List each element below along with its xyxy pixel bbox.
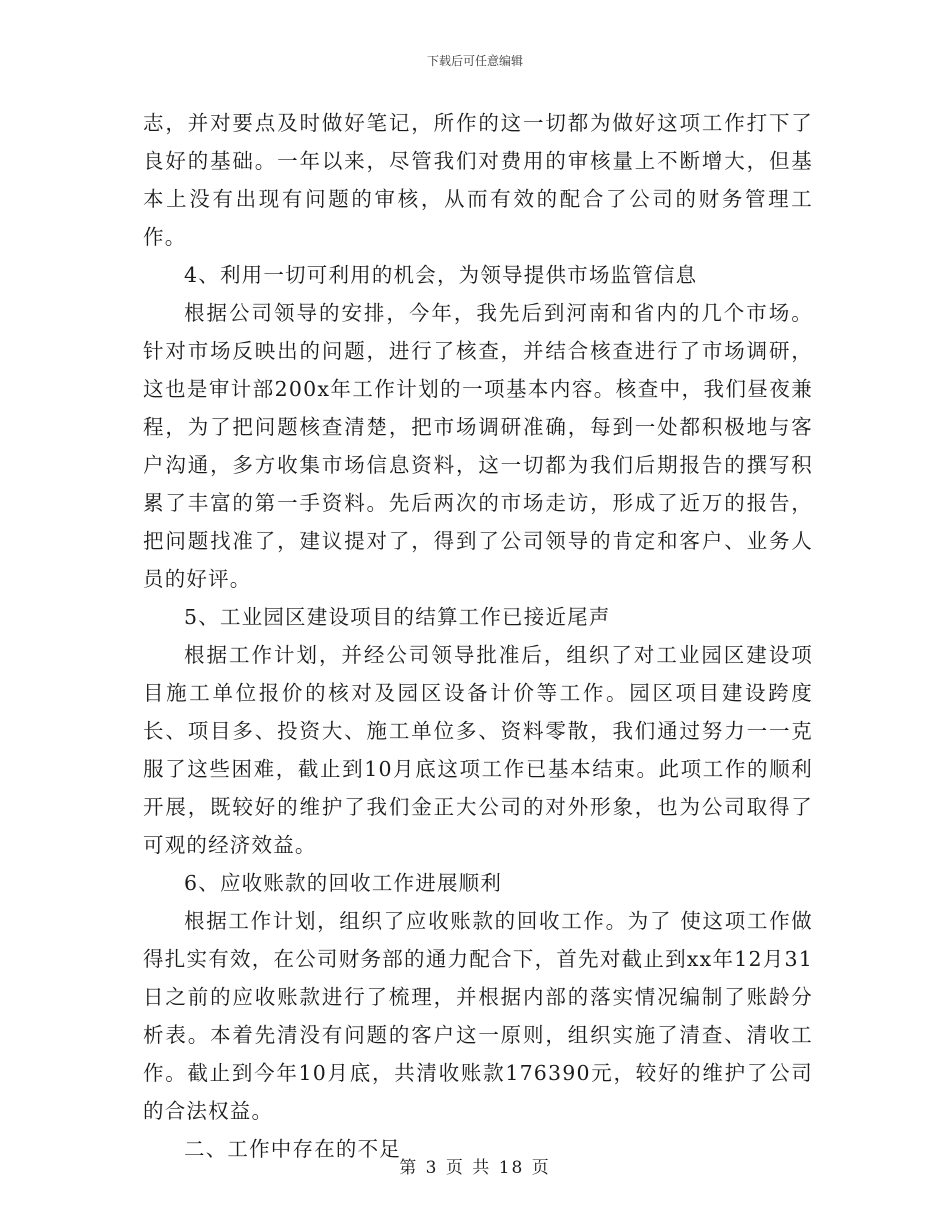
heading-section-2: 二、工作中存在的不足 [184,1137,401,1161]
heading-item-4: 4、利用一切可利用的机会，为领导提供市场监管信息 [184,263,698,287]
paragraph-industrial-park: 根据工作计划，并经公司领导批准后，组织了对工业园区建设项目施工单位报价的核对及园区设备计价等工作。园区项目建设跨度长、项目多、投资大、施工单位多、资料零散，我们通过努力一一克服了这些困难，截止到10月底这项工作已基本结束。此项工作的顺利开展，既较好的维护了我们金正大公司的对外形象，也为公司取得了可观的经济效益。 [143,643,813,857]
page-header: 下载后可任意编辑 [426,54,523,68]
heading-item-6: 6、应收账款的回收工作进展顺利 [184,871,503,895]
paragraph-1: 志，并对要点及时做好笔记，所作的这一切都为做好这项工作打下了良好的基础。一年以来，尽管我们对费用的审核量上不断增大，但基本上没有出现有问题的审核，从而有效的配合了公司的财务管理工作。 [143,111,813,249]
document-body [143,104,813,1168]
page-footer: 第 3 页 共 18 页 [399,1158,551,1178]
heading-item-5: 5、工业园区建设项目的结算工作已接近尾声 [184,605,611,629]
paragraph-market-survey: 根据公司领导的安排，今年，我先后到河南和省内的几个市场。针对市场反映出的问题，进行了核查，并结合核查进行了市场调研，这也是审计部200x年工作计划的一项基本内容。核查中，我们昼夜兼程，为了把问题核查清楚，把市场调研准确，每到一处都积极地与客户沟通，多方收集市场信息资料，这一切都为我们后期报告的撰写积累了丰富的第一手资料。先后两次的市场走访，形成了近万的报告，把问题找准了，建议提对了，得到了公司领导的肯定和客户、业务人员的好评。 [143,301,813,591]
paragraph-receivables: 根据工作计划，组织了应收账款的回收工作。为了 使这项工作做得扎实有效，在公司财务部的通力配合下，首先对截止到xx年12月31日之前的应收账款进行了梳理，并根据内部的落实情况编制了账龄分析表。本着先清没有问题的客户这一原则，组织实施了清查、清收工作。截止到今年10月底，共清收账款176390元，较好的维护了公司的合法权益。 [143,909,813,1123]
